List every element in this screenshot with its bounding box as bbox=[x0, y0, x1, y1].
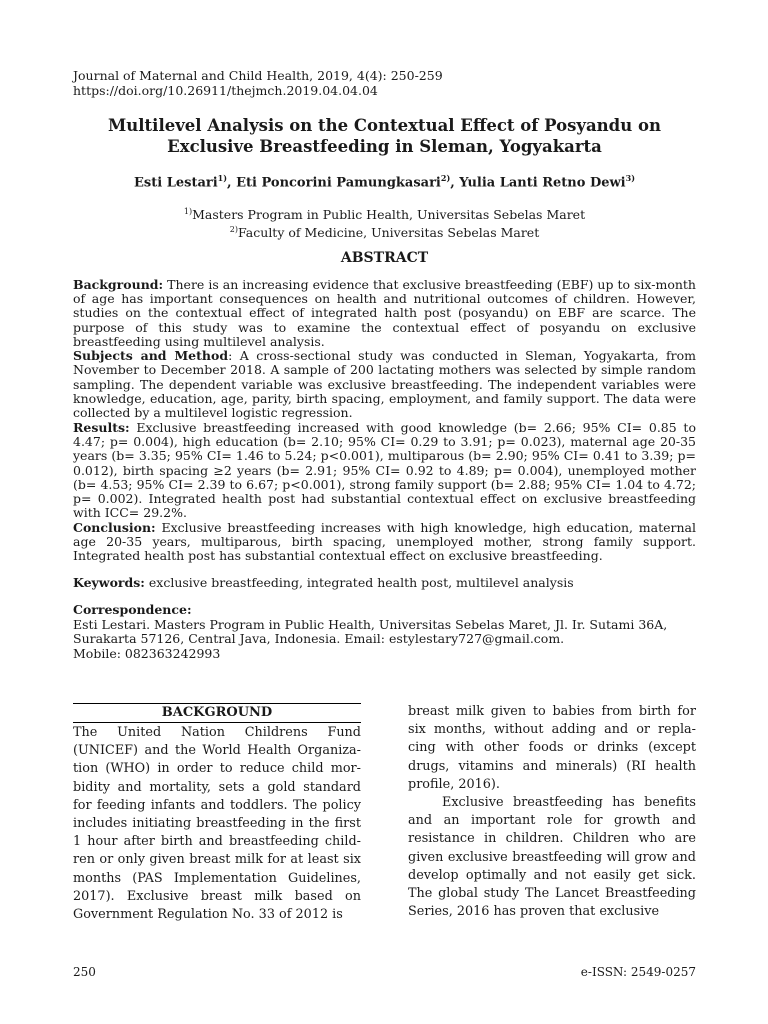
author-name: Yulia Lanti Retno Dewi bbox=[459, 175, 626, 191]
background-label: Background: bbox=[73, 276, 164, 292]
body-column-right bbox=[408, 703, 696, 921]
abstract-heading: ABSTRACT bbox=[340, 249, 429, 266]
author-name: Eti Poncorini Pamungkasari bbox=[236, 175, 441, 191]
paper-title bbox=[73, 115, 696, 157]
background-paragraph-2: Exclusive breastfeeding has benefits and an important role for growth and resistance in children. Children who are given exclusive breastfeeding will grow and develop optimally and not easily get sick. The global study The Lancet Breastfeeding Series, 2016 has proven that exclusive bbox=[408, 795, 696, 920]
paper-page bbox=[73, 68, 696, 662]
affiliation-sup: 1) bbox=[183, 207, 193, 217]
affiliation-2 bbox=[73, 222, 696, 240]
page-number: 250 bbox=[73, 965, 96, 979]
background-text: There is an increasing evidence that exclusive breastfeeding (EBF) up to six-month of age has important consequences on health and nutritional outcomes of children. However, studies on the contextual effect of integrated halth post (posyandu) on EBF are scarce. The purpose of this study was to examine the contextual effect of posyandu on exclusive breastfeeding using multilevel analysis. bbox=[73, 276, 696, 349]
correspondence bbox=[73, 603, 696, 662]
background-paragraph-continued: breast milk given to babies from birth for six months, without adding and or repla-cing with other foods or drinks (except drugs, vitamins and minerals) (RI health profile, 2016). bbox=[408, 704, 696, 792]
results-text: Exclusive breastfeeding increased with good knowledge (b= 2.66; 95% CI= 0.85 to 4.47; p= 0.004), high education (b= 2.10; 95% CI= 0.29 to 3.91; p= 0.023), maternal age 20-35 years (b= 3.35; 95% CI= 1.46 to 5.24; p<0.001), multiparous (b= 2.90; 95% CI= 0.41 to 3.39; p= 0.012), birth spacing ≥2 years (b= 2.91; 95% CI= 0.92 to 4.89; p= 0.004), unemployed mother (b= 4.53; 95% CI= 2.39 to 6.67; p<0.001), strong family support (b= 2.88; 95% CI= 1.04 to 4.72; p= 0.002). Integrated health post had substantial contextual effect on exclusive breastfeeding with ICC= 29.2%. bbox=[73, 419, 696, 521]
author-sup: 3) bbox=[625, 173, 635, 183]
title-line-2: Exclusive Breastfeeding in Sleman, Yogyakarta bbox=[167, 137, 602, 156]
keywords-label: Keywords: bbox=[73, 574, 145, 590]
affiliation-sup: 2) bbox=[229, 225, 238, 235]
background-heading: BACKGROUND bbox=[73, 703, 361, 723]
affiliation-text: Masters Program in Public Health, Universitas Sebelas Maret bbox=[192, 207, 586, 223]
background-paragraph-1: The United Nation Childrens Fund (UNICEF) and the World Health Organiza-tion (WHO) in order to reduce child mor-bidity and mortality, sets a gold standard for feeding infants and toddlers. The policy includes initiating breastfeeding in the first 1 hour after birth and breastfeeding child-ren or only given breast milk for at least six months (PAS Implementation Guidelines, 2017). Exclusive breast milk based on Government Regulation No. 33 of 2012 is bbox=[73, 725, 361, 923]
abstract-results bbox=[73, 421, 696, 521]
author-sup: 2) bbox=[440, 173, 451, 183]
author-list: Esti Lestari$^{1)}$, Eti Poncorini Pamungkasari$^{2)}$, Yulia Lanti Retno Dewi$^{3)}$ bbox=[134, 173, 635, 191]
abstract-method bbox=[73, 349, 696, 420]
method-label: Subjects and Method bbox=[73, 348, 229, 364]
correspondence-address: Esti Lestari. Masters Program in Public Health, Universitas Sebelas Maret, Jl. Ir. Sutami 36A, Surakarta 57126, Central Java, Indonesia. Email: estylestary727@gmail.com. bbox=[73, 616, 668, 647]
body-column-left bbox=[73, 703, 361, 924]
doi-link[interactable]: https://doi.org/10.26911/thejmch.2019.04.04.04 bbox=[73, 83, 378, 98]
affiliation-1 bbox=[73, 204, 696, 222]
abstract-conclusion bbox=[73, 521, 696, 564]
issn: e-ISSN: 2549-0257 bbox=[580, 965, 696, 979]
conclusion-text: Exclusive breastfeeding increases with high knowledge, high education, maternal age 20-35 years, multiparous, birth spacing, unemployed mother, strong family support. Integrated health post has substantial contextual effect on exclusive breastfeeding. bbox=[73, 519, 696, 564]
affiliations bbox=[73, 204, 696, 240]
abstract-background bbox=[73, 278, 696, 349]
abstract-body bbox=[73, 278, 696, 564]
affiliation-text: Faculty of Medicine, Universitas Sebelas Maret bbox=[237, 225, 540, 241]
title-line-1: Multilevel Analysis on the Contextual Effect of Posyandu on bbox=[108, 116, 661, 135]
results-label: Results: bbox=[73, 419, 130, 435]
author-sup: 1) bbox=[217, 173, 228, 183]
conclusion-label: Conclusion: bbox=[73, 519, 156, 535]
keywords bbox=[73, 576, 696, 590]
correspondence-mobile: Mobile: 082363242993 bbox=[73, 646, 221, 662]
correspondence-label: Correspondence: bbox=[73, 601, 192, 617]
method-text: : A cross-sectional study was conducted in Sleman, Yogyakarta, from November to December 2018. A sample of 200 lactating mothers was selected by simple random sampling. The dependent variable was exclusive breastfeeding. The independent variables were knowledge, education, age, parity, birth spacing, employment, and family support. The data were collected by a multilevel logistic regression. bbox=[73, 348, 697, 421]
keywords-text: exclusive breastfeeding, integrated health post, multilevel analysis bbox=[148, 574, 574, 590]
author-name: Esti Lestari bbox=[134, 175, 218, 191]
journal-citation: Journal of Maternal and Child Health, 2019, 4(4): 250-259 bbox=[73, 68, 443, 83]
